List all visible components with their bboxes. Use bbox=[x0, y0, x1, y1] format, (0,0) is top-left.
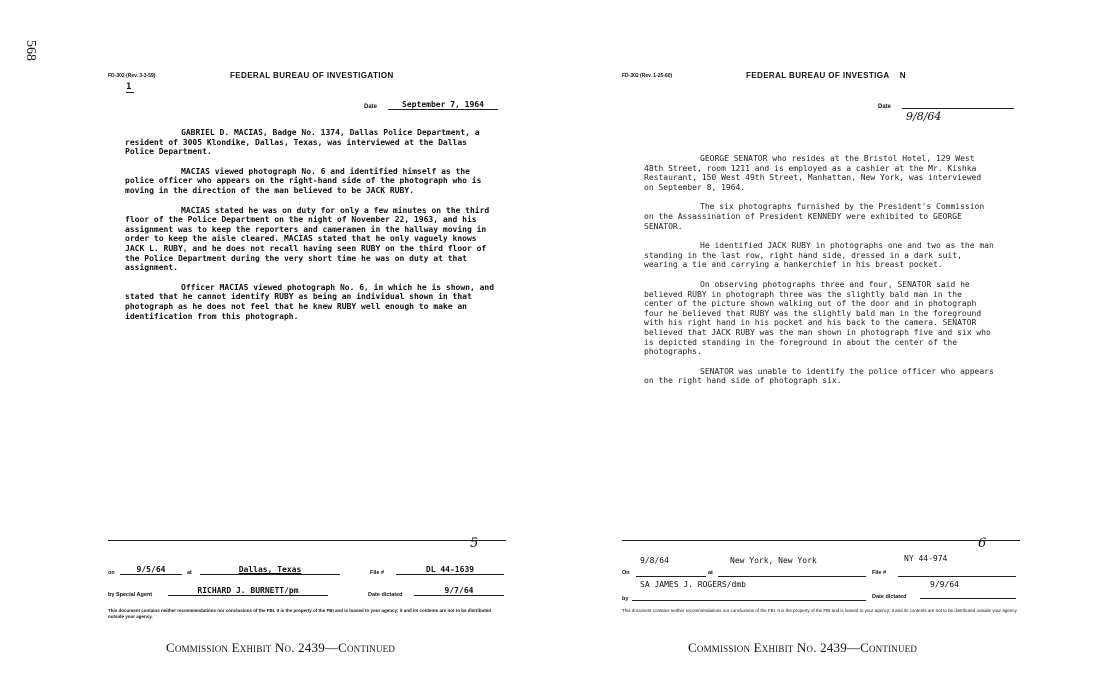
form-number: FD-302 (Rev. 1-25-60) bbox=[622, 73, 673, 79]
footer-rule bbox=[622, 540, 1020, 541]
at-value: New York, New York bbox=[730, 556, 817, 565]
by-value: SA JAMES J. ROGERS/dmb bbox=[640, 580, 746, 589]
form-number: FD-302 (Rev. 3-3-59) bbox=[108, 73, 156, 79]
on-label: on bbox=[108, 570, 115, 576]
at-line bbox=[718, 576, 866, 577]
paragraph: MACIAS viewed photograph No. 6 and identified himself as the police officer who appears on the right-hand side of the photograph who is moving in the direction of the man believed to be JACK RUBY. bbox=[125, 166, 482, 195]
file-label: File # bbox=[872, 570, 887, 576]
page-mark: 1 bbox=[126, 82, 132, 92]
handwritten-number: 6 bbox=[978, 536, 987, 551]
at-label: at bbox=[708, 570, 713, 576]
file-label: File # bbox=[370, 570, 385, 576]
exhibit-caption: Commission Exhibit No. 2439—Continued bbox=[688, 640, 918, 655]
handwritten-number: 5 bbox=[470, 536, 479, 551]
paragraph: SENATOR was unable to identify the police officer who appears on the right hand side of photograph six. bbox=[644, 366, 994, 386]
paragraph: On observing photographs three and four, SENATOR said he believed RUBY in photograph three was the slightly bald man in the center of the picture shown walking out of the door and in photograph four he believed that RUBY was the slightly bald man in the foreground with his right hand in his pocket and his back to the camera. SENATOR believed that JACK RUBY was the man shown in photograph five and six who is depicted standing in the foreground in about the center of the photographs. bbox=[644, 279, 991, 357]
dictated-label: Date dictated bbox=[872, 594, 907, 600]
disclaimer: This document contains neither recommendations nor conclusions of the FBI. It is the property of the FBI and is loaned to your agency; it and its contents are not to be distributed outside your agency. bbox=[622, 608, 1018, 613]
dictated-value: 9/7/64 bbox=[414, 586, 504, 596]
paragraph: GABRIEL D. MACIAS, Badge No. 1374, Dallas Police Department, a resident of 3005 Klondike, Dallas, Texas, was interviewed at the Dallas Police Department. bbox=[125, 128, 480, 157]
page-mark-underline bbox=[126, 92, 134, 93]
by-label: by Special Agent bbox=[108, 592, 153, 598]
dictated-label: Date dictated bbox=[368, 592, 403, 598]
footer-rule bbox=[108, 540, 506, 541]
at-value: Dallas, Texas bbox=[200, 565, 340, 575]
date-value: 9/8/64 bbox=[906, 110, 942, 123]
file-value: DL 44-1639 bbox=[396, 565, 504, 575]
by-line bbox=[632, 600, 866, 601]
left-body bbox=[125, 128, 495, 331]
dictated-line bbox=[920, 598, 1016, 599]
paragraph: GEORGE SENATOR who resides at the Bristol Hotel, 129 West 48th Street, room 1211 and is employed as a cashier at the Mr. Kishka Restaurant, 150 West 49th Street, Manhattan, New York, was interviewed on September 8, 1964. bbox=[644, 154, 982, 192]
on-line bbox=[636, 576, 706, 577]
paragraph: Officer MACIAS viewed photograph No. 6, in which he is shown, and stated that he cannot identify RUBY as being an individual shown in that photograph as he does not feel that he knew RUBY well enough to make an identification from this photograph. bbox=[125, 282, 495, 321]
right-body bbox=[644, 154, 994, 396]
by-value: RICHARD J. BURNETT/pm bbox=[168, 586, 328, 596]
paragraph: He identified JACK RUBY in photographs one and two as the man standing in the last row, right hand side, dressed in a dark suit, wearing a tie and carrying a hankerchief in his breast pocket. bbox=[644, 241, 994, 270]
paragraph: MACIAS stated he was on duty for only a few minutes on the third floor of the Police Department on the night of November 22, 1963, and his assignment was to keep the reporters and cameramen in the hallway moving in order to keep the aisle cleared. MACIAS stated that he only vaguely knows JACK L. RUBY, and he does not recall having seen RUBY on the third floor of the Police Department during the very short time he was on duty at that assignment. bbox=[125, 205, 490, 273]
page-number: 568 bbox=[23, 40, 38, 61]
date-value: September 7, 1964 bbox=[388, 100, 498, 110]
on-value: 9/8/64 bbox=[640, 556, 669, 565]
date-label: Date bbox=[364, 104, 378, 110]
dictated-value: 9/9/64 bbox=[930, 580, 959, 589]
file-value: NY 44-974 bbox=[904, 554, 948, 563]
paragraph: The six photographs furnished by the President's Commission on the Assassination of President KENNEDY were exhibited to GEORGE SENATOR. bbox=[644, 202, 985, 231]
at-label: at bbox=[187, 570, 192, 576]
bureau-heading: FEDERAL BUREAU OF INVESTIGATION bbox=[230, 71, 394, 80]
on-value: 9/5/64 bbox=[120, 565, 182, 575]
date-line bbox=[902, 108, 1014, 109]
file-line bbox=[898, 576, 1016, 577]
on-label: On bbox=[622, 570, 630, 576]
date-label: Date bbox=[878, 104, 892, 110]
bureau-heading: FEDERAL BUREAU OF INVESTIGA N bbox=[746, 71, 906, 80]
by-label: by bbox=[622, 596, 629, 602]
disclaimer: This document contains neither recommendations nor conclusions of the FBI. It is the property of the FBI and is loaned to your agency; it and its contents are not to be distributed outside your agency. bbox=[108, 608, 492, 619]
exhibit-caption: Commission Exhibit No. 2439—Continued bbox=[166, 640, 396, 655]
